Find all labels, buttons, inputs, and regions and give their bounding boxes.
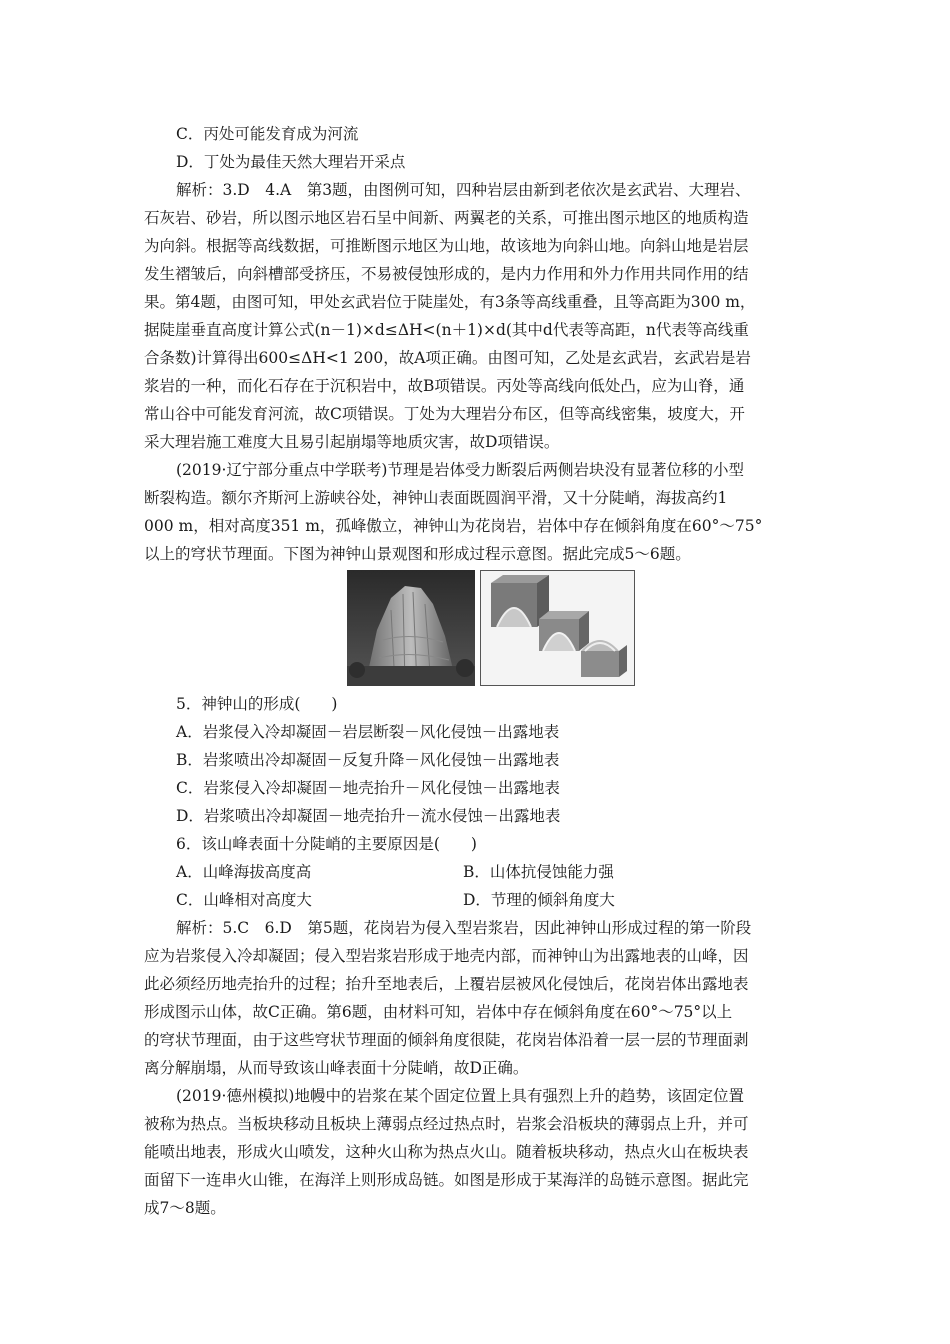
analysis-3-4-line-3: 为向斜。根据等高线数据，可推断图示地区为山地，故该地为向斜山地。向斜山地是岩层: [144, 237, 749, 255]
option-3d: D．丁处为最佳天然大理岩开采点: [176, 153, 406, 171]
analysis-3-4-line-8: 浆岩的一种，而化石存在于沉积岩中，故B项错误。丙处等高线向低处凸，应为山脊，通: [144, 377, 745, 395]
analysis-5-6-line-1: 解析：5.C 6.D 第5题，花岗岩为侵入型岩浆岩，因此神钟山形成过程的第一阶段: [176, 919, 752, 937]
q5-option-b: B．岩浆喷出冷却凝固－反复升降－风化侵蚀－出露地表: [176, 751, 560, 769]
analysis-3-4-line-4: 发生褶皱后，向斜槽部受挤压，不易被侵蚀形成的，是内力作用和外力作用共同作用的结: [144, 265, 749, 283]
analysis-3-4-line-1: 解析：3.D 4.A 第3题，由图例可知，四种岩层由新到老依次是玄武岩、大理岩、: [176, 181, 751, 199]
q5-option-d: D．岩浆喷出冷却凝固－地壳抬升－流水侵蚀－出露地表: [176, 807, 561, 825]
analysis-3-4-line-9: 常山谷中可能发育河流，故C项错误。丁处为大理岩分布区，但等高线密集，坡度大，开: [144, 405, 745, 423]
analysis-5-6-line-4: 形成图示山体，故C正确。第6题，由材料可知，岩体中存在倾斜角度在60°～75°以上: [144, 1003, 733, 1021]
passage-5-6-line-3: 000 m，相对高度351 m，孤峰傲立，神钟山为花岗岩，岩体中存在倾斜角度在60°～75°: [144, 517, 763, 535]
passage-5-6-line-1: (2019·辽宁部分重点中学联考)节理是岩体受力断裂后两侧岩块没有显著位移的小型: [176, 461, 744, 479]
q5-stem: 5．神钟山的形成( ): [176, 695, 338, 713]
analysis-5-6-line-2: 应为岩浆侵入冷却凝固；侵入型岩浆岩形成于地壳内部，而神钟山为出露地表的山峰，因: [144, 947, 749, 965]
analysis-5-6-line-6: 离分解崩塌，从而导致该山峰表面十分陡峭，故D正确。: [144, 1059, 529, 1077]
formation-process-diagram: [480, 570, 635, 686]
shenzhong-mountain-photo: [347, 570, 475, 686]
passage-7-8-line-3: 能喷出地表，形成火山喷发，这种火山称为热点火山。随着板块移动，热点火山在板块表: [144, 1143, 749, 1161]
q6-stem: 6．该山峰表面十分陡峭的主要原因是( ): [176, 835, 477, 853]
q6-option-c: C．山峰相对高度大: [176, 891, 312, 909]
passage-5-6-line-2: 断裂构造。额尔齐斯河上游峡谷处，神钟山表面既圆润平滑，又十分陡峭，海拔高约1: [144, 489, 728, 507]
passage-7-8-line-4: 面留下一连串火山锥，在海洋上则形成岛链。如图是形成于某海洋的岛链示意图。据此完: [144, 1171, 749, 1189]
analysis-3-4-line-2: 石灰岩、砂岩，所以图示地区岩石呈中间新、两翼老的关系，可推出图示地区的地质构造: [144, 209, 749, 227]
analysis-5-6-line-3: 此必须经历地壳抬升的过程；抬升至地表后，上覆岩层被风化侵蚀后，花岗岩体出露地表: [144, 975, 749, 993]
analysis-3-4-line-6: 据陡崖垂直高度计算公式(n－1)×d≤ΔH<(n＋1)×d(其中d代表等高距，n代表等高线重: [144, 321, 749, 339]
analysis-5-6-line-5: 的穹状节理面，由于这些穹状节理面的倾斜角度很陡，花岗岩体沿着一层一层的节理面剥: [144, 1031, 749, 1049]
q6-option-d: D．节理的倾斜角度大: [463, 891, 615, 909]
passage-7-8-line-5: 成7～8题。: [144, 1199, 226, 1217]
q5-option-c: C．岩浆侵入冷却凝固－地壳抬升－风化侵蚀－出露地表: [176, 779, 560, 797]
passage-7-8-line-1: (2019·德州模拟)地幔中的岩浆在某个固定位置上具有强烈上升的趋势，该固定位置: [176, 1087, 744, 1105]
analysis-3-4-line-10: 采大理岩施工难度大且易引起崩塌等地质灾害，故D项错误。: [144, 433, 560, 451]
passage-5-6-line-4: 以上的穹状节理面。下图为神钟山景观图和形成过程示意图。据此完成5～6题。: [144, 545, 691, 563]
passage-7-8-line-2: 被称为热点。当板块移动且板块上薄弱点经过热点时，岩浆会沿板块的薄弱点上升，并可: [144, 1115, 749, 1133]
analysis-3-4-line-5: 果。第4题，由图可知，甲处玄武岩位于陡崖处，有3条等高线重叠，且等高距为300 m，: [144, 293, 756, 311]
q6-option-b: B．山体抗侵蚀能力强: [463, 863, 614, 881]
q6-option-a: A．山峰海拔高度高: [176, 863, 312, 881]
analysis-3-4-line-7: 合条数)计算得出600≤ΔH<1 200，故A项正确。由图可知，乙处是玄武岩，玄武岩是岩: [144, 349, 751, 367]
q5-option-a: A．岩浆侵入冷却凝固－岩层断裂－风化侵蚀－出露地表: [176, 723, 560, 741]
option-3c: C．丙处可能发育成为河流: [176, 125, 359, 143]
